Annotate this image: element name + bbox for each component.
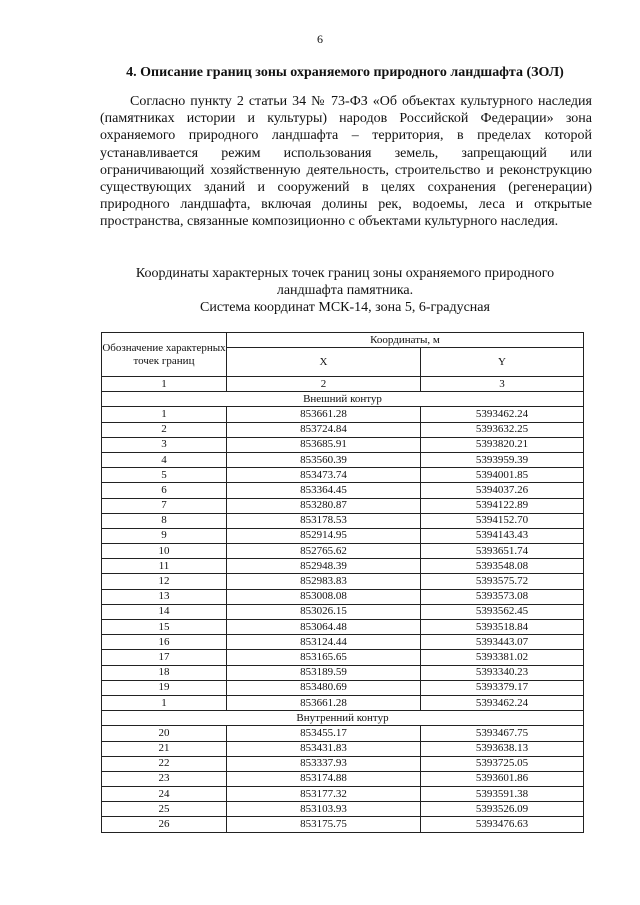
point-number-cell: 2 xyxy=(102,422,227,437)
table-row xyxy=(102,574,584,589)
table-row xyxy=(102,528,584,543)
point-number-cell: 22 xyxy=(102,756,227,771)
table-caption xyxy=(100,265,590,316)
caption-line-2: ландшафта памятника. xyxy=(276,283,414,298)
y-coordinate-cell: 5393591.38 xyxy=(421,787,584,802)
column-number: 3 xyxy=(421,377,584,392)
point-number-cell: 12 xyxy=(102,574,227,589)
y-coordinate-cell: 5393443.07 xyxy=(421,635,584,650)
table-row xyxy=(102,468,584,483)
point-number-cell: 24 xyxy=(102,787,227,802)
x-coordinate-cell: 853189.59 xyxy=(227,665,421,680)
point-number-cell: 19 xyxy=(102,680,227,695)
point-number-cell: 25 xyxy=(102,802,227,817)
table-row xyxy=(102,771,584,786)
table-row xyxy=(102,559,584,574)
x-coordinate-cell: 853174.88 xyxy=(227,771,421,786)
table-row xyxy=(102,741,584,756)
x-coordinate-cell: 853560.39 xyxy=(227,452,421,467)
x-coordinate-cell: 853455.17 xyxy=(227,726,421,741)
table-row xyxy=(102,498,584,513)
point-designation-header: Обозначение характерных точек границ xyxy=(102,333,227,377)
table-row xyxy=(102,544,584,559)
point-number-cell: 7 xyxy=(102,498,227,513)
x-coordinate-cell: 853661.28 xyxy=(227,407,421,422)
point-number-cell: 11 xyxy=(102,559,227,574)
point-number-cell: 13 xyxy=(102,589,227,604)
table-row xyxy=(102,726,584,741)
y-coordinate-cell: 5393381.02 xyxy=(421,650,584,665)
x-coordinate-cell: 853178.53 xyxy=(227,513,421,528)
x-coordinate-cell: 852765.62 xyxy=(227,544,421,559)
table-row xyxy=(102,695,584,710)
y-coordinate-cell: 5393632.25 xyxy=(421,422,584,437)
x-coordinate-cell: 853364.45 xyxy=(227,483,421,498)
caption-line-3: Система координат МСК-14, зона 5, 6-градусная xyxy=(200,300,490,315)
x-coordinate-cell: 853177.32 xyxy=(227,787,421,802)
x-coordinate-cell: 853008.08 xyxy=(227,589,421,604)
table-row xyxy=(102,817,584,832)
table-row xyxy=(102,802,584,817)
table-row xyxy=(102,635,584,650)
x-coordinate-cell: 853026.15 xyxy=(227,604,421,619)
x-coordinate-cell: 852948.39 xyxy=(227,559,421,574)
y-coordinate-cell: 5393601.86 xyxy=(421,771,584,786)
point-number-cell: 9 xyxy=(102,528,227,543)
x-coordinate-cell: 853480.69 xyxy=(227,680,421,695)
x-coordinate-cell: 853064.48 xyxy=(227,620,421,635)
section-title: Внешний контур xyxy=(102,392,584,407)
y-coordinate-cell: 5393725.05 xyxy=(421,756,584,771)
y-coordinate-cell: 5393548.08 xyxy=(421,559,584,574)
y-header: Y xyxy=(421,348,584,377)
table-row xyxy=(102,787,584,802)
point-number-cell: 5 xyxy=(102,468,227,483)
point-number-cell: 15 xyxy=(102,620,227,635)
y-coordinate-cell: 5393340.23 xyxy=(421,665,584,680)
table-row xyxy=(102,604,584,619)
x-coordinate-cell: 853431.83 xyxy=(227,741,421,756)
x-coordinate-cell: 853724.84 xyxy=(227,422,421,437)
x-coordinate-cell: 853175.75 xyxy=(227,817,421,832)
section-heading: 4. Описание границ зоны охраняемого природного ландшафта (ЗОЛ) xyxy=(126,65,564,80)
y-coordinate-cell: 5394001.85 xyxy=(421,468,584,483)
y-coordinate-cell: 5394037.26 xyxy=(421,483,584,498)
section-title: Внутренний контур xyxy=(102,711,584,726)
point-number-cell: 16 xyxy=(102,635,227,650)
y-coordinate-cell: 5393467.75 xyxy=(421,726,584,741)
table-row xyxy=(102,756,584,771)
y-coordinate-cell: 5393959.39 xyxy=(421,452,584,467)
y-coordinate-cell: 5393562.45 xyxy=(421,604,584,619)
y-coordinate-cell: 5393573.08 xyxy=(421,589,584,604)
body-paragraph: Согласно пункту 2 статьи 34 № 73-ФЗ «Об объектах культурного наследия (памятниках истории и культуры) народов Российской Федерации» зона охраняемого природного ландшафта – территория, в пределах которой устанавливается режим использования земель, запрещающий или ограничивающий хозяйственную деятельность, строительство и реконструкцию существующих зданий и сооружений в целях сохранения (регенерации) природного ландшафта, включая долины рек, водоемы, леса и открытые пространства, связанные композиционно с объектами культурного наследия. xyxy=(100,94,592,230)
point-number-cell: 18 xyxy=(102,665,227,680)
point-number-cell: 23 xyxy=(102,771,227,786)
point-number-cell: 6 xyxy=(102,483,227,498)
column-number: 2 xyxy=(227,377,421,392)
y-coordinate-cell: 5394152.70 xyxy=(421,513,584,528)
point-number-cell: 10 xyxy=(102,544,227,559)
y-coordinate-cell: 5393526.09 xyxy=(421,802,584,817)
page-number: 6 xyxy=(317,32,323,46)
point-number-cell: 26 xyxy=(102,817,227,832)
point-number-cell: 3 xyxy=(102,437,227,452)
x-header: X xyxy=(227,348,421,377)
table-row xyxy=(102,483,584,498)
table-row xyxy=(102,650,584,665)
y-coordinate-cell: 5393518.84 xyxy=(421,620,584,635)
point-number-cell: 4 xyxy=(102,452,227,467)
coordinates-header: Координаты, м xyxy=(227,333,584,348)
x-coordinate-cell: 853685.91 xyxy=(227,437,421,452)
point-number-cell: 1 xyxy=(102,695,227,710)
x-coordinate-cell: 852914.95 xyxy=(227,528,421,543)
table-row xyxy=(102,407,584,422)
x-coordinate-cell: 853165.65 xyxy=(227,650,421,665)
section-row xyxy=(102,711,584,726)
y-coordinate-cell: 5393379.17 xyxy=(421,680,584,695)
table-row xyxy=(102,513,584,528)
table-row xyxy=(102,620,584,635)
x-coordinate-cell: 853280.87 xyxy=(227,498,421,513)
x-coordinate-cell: 853337.93 xyxy=(227,756,421,771)
table-body xyxy=(102,392,584,832)
y-coordinate-cell: 5393638.13 xyxy=(421,741,584,756)
x-coordinate-cell: 852983.83 xyxy=(227,574,421,589)
y-coordinate-cell: 5393575.72 xyxy=(421,574,584,589)
table-row xyxy=(102,437,584,452)
x-coordinate-cell: 853473.74 xyxy=(227,468,421,483)
section-row xyxy=(102,392,584,407)
point-number-cell: 20 xyxy=(102,726,227,741)
y-coordinate-cell: 5394122.89 xyxy=(421,498,584,513)
point-number-cell: 1 xyxy=(102,407,227,422)
y-coordinate-cell: 5393476.63 xyxy=(421,817,584,832)
column-number: 1 xyxy=(102,377,227,392)
y-coordinate-cell: 5394143.43 xyxy=(421,528,584,543)
table-row xyxy=(102,680,584,695)
y-coordinate-cell: 5393462.24 xyxy=(421,407,584,422)
coordinates-table xyxy=(101,332,584,833)
point-number-cell: 21 xyxy=(102,741,227,756)
y-coordinate-cell: 5393820.21 xyxy=(421,437,584,452)
point-number-cell: 17 xyxy=(102,650,227,665)
table-row xyxy=(102,665,584,680)
caption-line-1: Координаты характерных точек границ зоны охраняемого природного xyxy=(135,266,555,281)
table-row xyxy=(102,589,584,604)
x-coordinate-cell: 853103.93 xyxy=(227,802,421,817)
y-coordinate-cell: 5393462.24 xyxy=(421,695,584,710)
table-row xyxy=(102,422,584,437)
point-number-cell: 8 xyxy=(102,513,227,528)
x-coordinate-cell: 853661.28 xyxy=(227,695,421,710)
point-number-cell: 14 xyxy=(102,604,227,619)
y-coordinate-cell: 5393651.74 xyxy=(421,544,584,559)
table-row xyxy=(102,452,584,467)
x-coordinate-cell: 853124.44 xyxy=(227,635,421,650)
